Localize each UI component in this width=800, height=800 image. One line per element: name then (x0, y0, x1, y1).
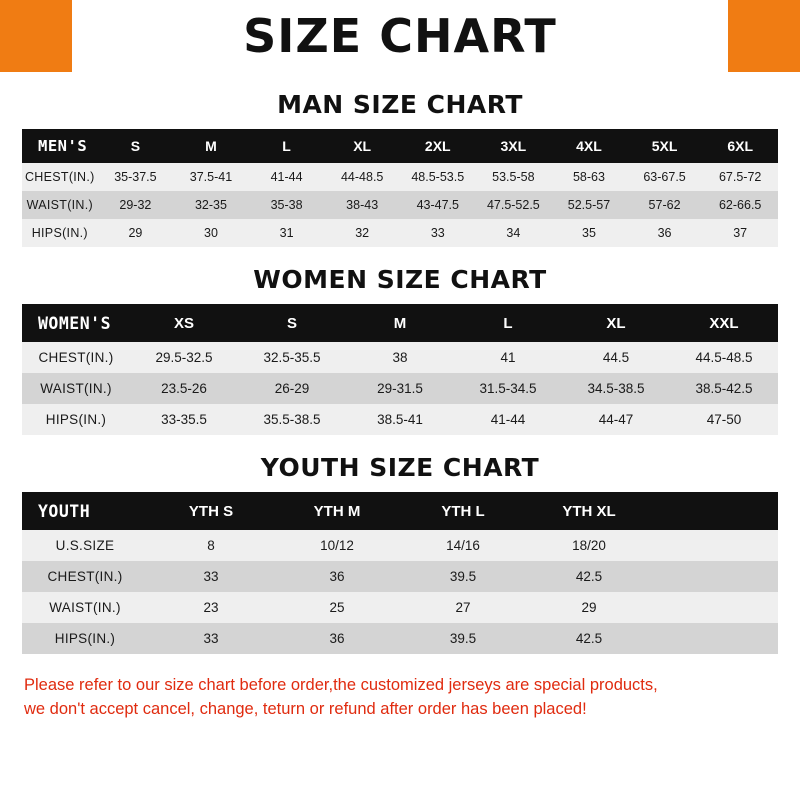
cell: 29 (526, 592, 652, 623)
header-banner-inner (72, 0, 728, 72)
cell: 34.5-38.5 (562, 373, 670, 404)
cell: 41 (454, 342, 562, 373)
table-header-row (22, 492, 778, 530)
table-row (22, 219, 778, 247)
table-row (22, 373, 778, 404)
policy-note (24, 674, 776, 722)
cell: 32.5-35.5 (238, 342, 346, 373)
table-men-size (22, 129, 778, 247)
table-row (22, 623, 778, 654)
row-header: HIPS(IN.) (22, 623, 148, 654)
column-header: YTH M (274, 492, 400, 530)
table-row (22, 191, 778, 219)
row-header: HIPS(IN.) (22, 404, 130, 435)
cell: 37 (702, 219, 778, 247)
cell: 38-43 (324, 191, 400, 219)
cell: 23.5-26 (130, 373, 238, 404)
cell: 63-67.5 (627, 163, 703, 191)
column-header: YTH L (400, 492, 526, 530)
row-header: CHEST(IN.) (22, 342, 130, 373)
cell: 35 (551, 219, 627, 247)
cell-empty (652, 530, 778, 561)
cell: 44.5-48.5 (670, 342, 778, 373)
section-title-youth: YOUTH SIZE CHART (260, 453, 540, 482)
column-header: 4XL (551, 129, 627, 163)
column-header: WOMEN'S (22, 304, 130, 342)
cell: 33 (148, 561, 274, 592)
cell: 26-29 (238, 373, 346, 404)
section-title-men: MAN SIZE CHART (277, 90, 523, 119)
cell: 67.5-72 (702, 163, 778, 191)
cell: 29 (98, 219, 174, 247)
cell: 44-48.5 (324, 163, 400, 191)
cell: 47.5-52.5 (476, 191, 552, 219)
cell: 35-37.5 (98, 163, 174, 191)
cell: 35.5-38.5 (238, 404, 346, 435)
column-header: M (173, 129, 249, 163)
column-header: MEN'S (22, 129, 98, 163)
cell: 29-32 (98, 191, 174, 219)
column-header: XL (562, 304, 670, 342)
cell: 48.5-53.5 (400, 163, 476, 191)
policy-note-line-2: we don't accept cancel, change, teturn or refund after order has been placed! (24, 699, 587, 718)
section-men (22, 90, 778, 247)
cell: 34 (476, 219, 552, 247)
cell: 47-50 (670, 404, 778, 435)
cell: 27 (400, 592, 526, 623)
column-header: YTH S (148, 492, 274, 530)
column-header: 6XL (702, 129, 778, 163)
cell: 10/12 (274, 530, 400, 561)
cell: 42.5 (526, 623, 652, 654)
header-banner (0, 0, 800, 72)
cell: 44.5 (562, 342, 670, 373)
page-title: SIZE CHART (243, 9, 557, 63)
cell: 18/20 (526, 530, 652, 561)
column-header: XL (324, 129, 400, 163)
cell: 39.5 (400, 623, 526, 654)
cell: 35-38 (249, 191, 325, 219)
cell: 30 (173, 219, 249, 247)
column-header: L (249, 129, 325, 163)
cell: 44-47 (562, 404, 670, 435)
table-women-size (22, 304, 778, 435)
row-header: CHEST(IN.) (22, 163, 98, 191)
column-header-empty (652, 492, 778, 530)
table-row (22, 163, 778, 191)
column-header: L (454, 304, 562, 342)
cell-empty (652, 561, 778, 592)
table-row (22, 342, 778, 373)
cell: 41-44 (249, 163, 325, 191)
cell: 29.5-32.5 (130, 342, 238, 373)
section-women (22, 265, 778, 435)
column-header: M (346, 304, 454, 342)
cell: 33-35.5 (130, 404, 238, 435)
policy-note-line-1: Please refer to our size chart before order,the customized jerseys are special products, (24, 676, 658, 694)
cell: 38.5-41 (346, 404, 454, 435)
cell: 31.5-34.5 (454, 373, 562, 404)
table-row (22, 592, 778, 623)
cell: 39.5 (400, 561, 526, 592)
row-header: CHEST(IN.) (22, 561, 148, 592)
cell: 38.5-42.5 (670, 373, 778, 404)
row-header: HIPS(IN.) (22, 219, 98, 247)
column-header: XS (130, 304, 238, 342)
cell: 29-31.5 (346, 373, 454, 404)
cell: 33 (400, 219, 476, 247)
cell: 53.5-58 (476, 163, 552, 191)
table-header-row (22, 129, 778, 163)
cell: 33 (148, 623, 274, 654)
cell: 36 (274, 623, 400, 654)
cell: 36 (274, 561, 400, 592)
cell: 23 (148, 592, 274, 623)
cell: 36 (627, 219, 703, 247)
cell: 42.5 (526, 561, 652, 592)
row-header: WAIST(IN.) (22, 373, 130, 404)
table-youth-size (22, 492, 778, 654)
column-header: 5XL (627, 129, 703, 163)
cell: 32 (324, 219, 400, 247)
cell-empty (652, 592, 778, 623)
column-header: YOUTH (22, 492, 148, 530)
row-header: WAIST(IN.) (22, 191, 98, 219)
cell: 8 (148, 530, 274, 561)
cell: 52.5-57 (551, 191, 627, 219)
cell: 25 (274, 592, 400, 623)
column-header: 3XL (476, 129, 552, 163)
cell-empty (652, 623, 778, 654)
table-row (22, 561, 778, 592)
table-header-row (22, 304, 778, 342)
cell: 32-35 (173, 191, 249, 219)
cell: 58-63 (551, 163, 627, 191)
row-header: WAIST(IN.) (22, 592, 148, 623)
cell: 37.5-41 (173, 163, 249, 191)
column-header: YTH XL (526, 492, 652, 530)
cell: 14/16 (400, 530, 526, 561)
column-header: S (238, 304, 346, 342)
section-title-women: WOMEN SIZE CHART (253, 265, 547, 294)
cell: 57-62 (627, 191, 703, 219)
cell: 41-44 (454, 404, 562, 435)
section-youth (22, 453, 778, 654)
column-header: XXL (670, 304, 778, 342)
table-row (22, 530, 778, 561)
cell: 62-66.5 (702, 191, 778, 219)
cell: 31 (249, 219, 325, 247)
cell: 38 (346, 342, 454, 373)
table-row (22, 404, 778, 435)
chart-content (0, 90, 800, 654)
cell: 43-47.5 (400, 191, 476, 219)
column-header: S (98, 129, 174, 163)
column-header: 2XL (400, 129, 476, 163)
row-header: U.S.SIZE (22, 530, 148, 561)
